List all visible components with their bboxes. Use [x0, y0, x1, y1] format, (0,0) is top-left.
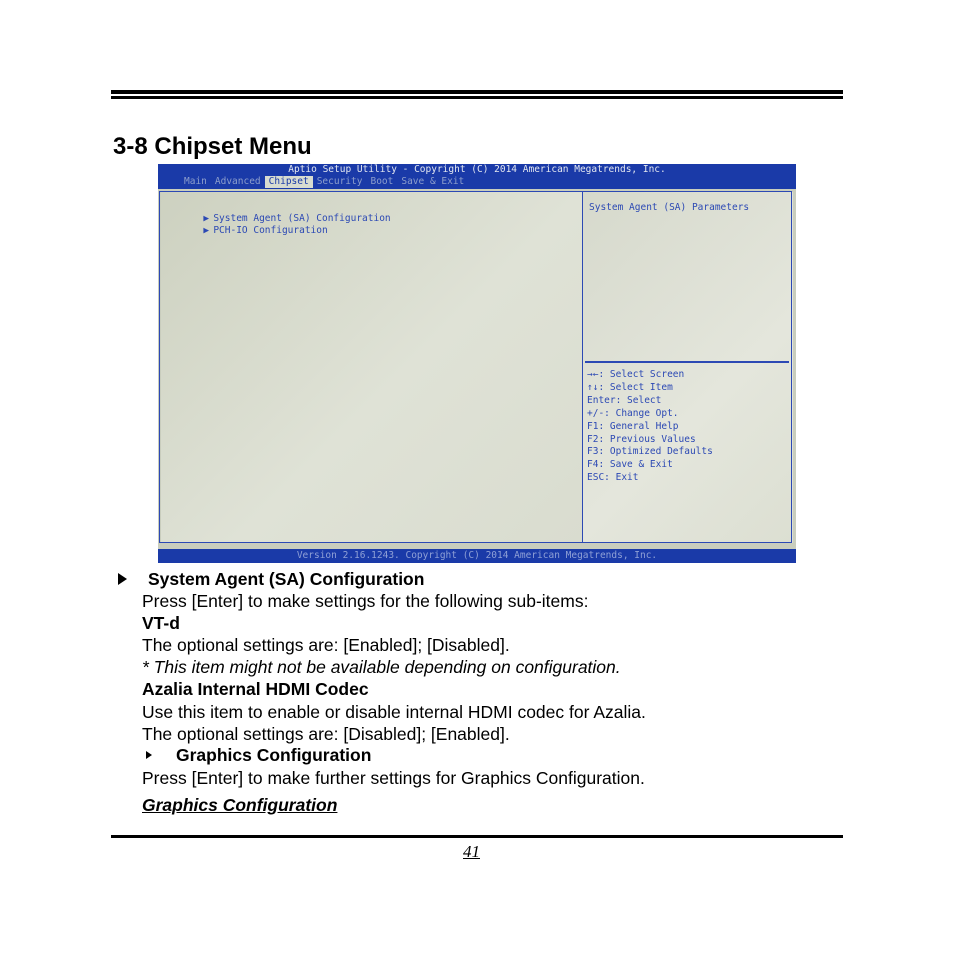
bios-title: Aptio Setup Utility - Copyright (C) 2014 American Megatrends, Inc.: [288, 164, 666, 175]
bios-footer: Version 2.16.1243. Copyright (C) 2014 American Megatrends, Inc.: [158, 549, 796, 563]
vtd-heading: VT-d: [142, 613, 180, 633]
key-help-item: F4: Save & Exit: [587, 459, 673, 471]
graphics-subheading: Graphics Configuration: [142, 795, 338, 815]
tab-advanced[interactable]: Advanced: [214, 176, 261, 187]
bios-help-panel: [582, 192, 793, 543]
key-help-item: →←: Select Screen: [587, 369, 685, 380]
bullet-triangle-icon: [146, 751, 152, 759]
bios-screenshot: [158, 164, 796, 563]
bios-tab-bar: [180, 176, 468, 188]
key-help-item: Enter: Select: [587, 394, 662, 406]
sa-heading: System Agent (SA) Configuration: [148, 569, 425, 589]
key-help-item: F2: Previous Values: [587, 433, 696, 445]
tab-main[interactable]: Main: [184, 176, 207, 187]
key-help-list: [587, 369, 713, 485]
top-rule: [111, 90, 843, 94]
menu-item-label: System Agent (SA) Configuration: [213, 213, 391, 224]
bios-menu-panel: [161, 192, 582, 543]
key-help-item: ↑↓: Select Item: [587, 381, 673, 393]
key-help-item: F3: Optimized Defaults: [587, 446, 713, 458]
bottom-rule: [111, 835, 843, 838]
page-number: 41: [463, 842, 480, 861]
azalia-heading: Azalia Internal HDMI Codec: [142, 679, 369, 699]
azalia-options: The optional settings are: [Disabled]; [Enabled].: [142, 724, 510, 744]
azalia-description: Use this item to enable or disable internal HDMI codec for Azalia.: [142, 702, 646, 722]
submenu-arrow-icon: ▶: [203, 225, 210, 236]
menu-item-label: PCH-IO Configuration: [213, 225, 328, 236]
menu-item-pch-io[interactable]: [169, 214, 328, 247]
vtd-description: The optional settings are: [Enabled]; [Disabled].: [142, 635, 510, 655]
tab-security[interactable]: Security: [316, 176, 363, 187]
bullet-triangle-icon: [118, 573, 127, 585]
tab-chipset[interactable]: Chipset: [265, 176, 313, 188]
sa-description: Press [Enter] to make settings for the following sub-items:: [142, 591, 589, 611]
section-title: 3-8 Chipset Menu: [113, 133, 312, 160]
graphics-description: Press [Enter] to make further settings for Graphics Configuration.: [142, 768, 645, 788]
help-divider: [585, 361, 789, 363]
vtd-note: * This item might not be available depending on configuration.: [142, 657, 621, 677]
key-help-item: ESC: Exit: [587, 472, 639, 484]
tab-boot[interactable]: Boot: [370, 176, 394, 187]
key-help-item: F1: General Help: [587, 420, 679, 432]
top-rule-second: [111, 96, 843, 99]
submenu-arrow-icon: ▶: [203, 213, 210, 224]
help-title: System Agent (SA) Parameters: [589, 202, 750, 213]
tab-save-exit[interactable]: Save & Exit: [401, 176, 465, 187]
bios-header: [158, 164, 796, 189]
graphics-heading: Graphics Configuration: [176, 745, 372, 765]
key-help-item: +/-: Change Opt.: [587, 407, 679, 419]
